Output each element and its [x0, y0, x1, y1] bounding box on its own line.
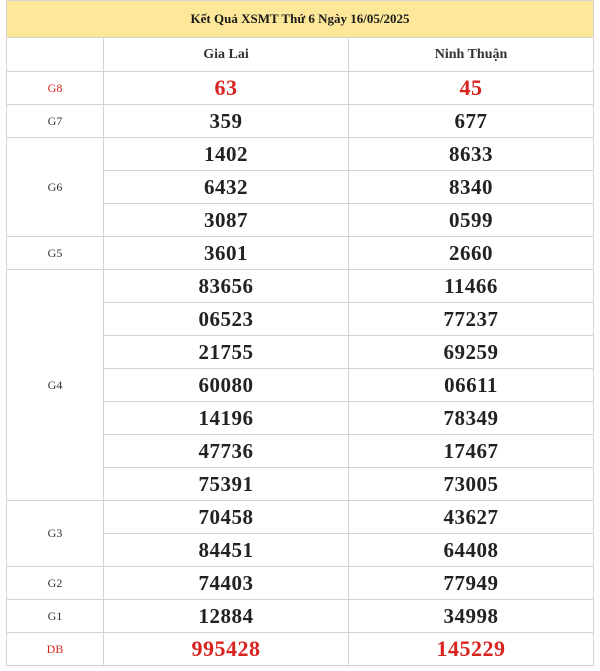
prize-number-gia-lai: 359: [104, 105, 349, 138]
prize-number-ninh-thuan: 45: [349, 72, 594, 105]
prize-row-g5: [7, 237, 594, 270]
prize-number-gia-lai: 83656: [104, 270, 349, 303]
prize-number-ninh-thuan: 8340: [349, 171, 594, 204]
prize-number-ninh-thuan: 06611: [349, 369, 594, 402]
prize-row-g7: [7, 105, 594, 138]
prize-label-g5: G5: [7, 237, 104, 270]
table-title: Kết Quả XSMT Thứ 6 Ngày 16/05/2025: [7, 1, 594, 38]
prize-number-gia-lai: 74403: [104, 567, 349, 600]
prize-number-ninh-thuan: 64408: [349, 534, 594, 567]
prize-row-db: [7, 633, 594, 666]
prize-row-g1: [7, 600, 594, 633]
prize-number-gia-lai: 84451: [104, 534, 349, 567]
prize-number-ninh-thuan: 73005: [349, 468, 594, 501]
prize-label-g7: G7: [7, 105, 104, 138]
prize-number-gia-lai: 47736: [104, 435, 349, 468]
prize-number-ninh-thuan: 34998: [349, 600, 594, 633]
prize-number-gia-lai: 70458: [104, 501, 349, 534]
prize-number-ninh-thuan: 77237: [349, 303, 594, 336]
prize-number-gia-lai: 3087: [104, 204, 349, 237]
lottery-results-container: [6, 0, 593, 666]
prize-label-g3: G3: [7, 501, 104, 567]
prize-label-g1: G1: [7, 600, 104, 633]
prize-row-g3: [7, 501, 594, 534]
prize-number-gia-lai: 3601: [104, 237, 349, 270]
prize-number-ninh-thuan: 69259: [349, 336, 594, 369]
prize-number-ninh-thuan: 677: [349, 105, 594, 138]
prize-number-ninh-thuan: 2660: [349, 237, 594, 270]
prize-number-ninh-thuan: 17467: [349, 435, 594, 468]
prize-number-ninh-thuan: 8633: [349, 138, 594, 171]
results-table: [6, 0, 594, 666]
prize-number-gia-lai: 14196: [104, 402, 349, 435]
prize-number-ninh-thuan: 0599: [349, 204, 594, 237]
prize-label-db: DB: [7, 633, 104, 666]
prize-row-g8: [7, 72, 594, 105]
prize-number-gia-lai: 75391: [104, 468, 349, 501]
prize-row-g2: [7, 567, 594, 600]
prize-label-g2: G2: [7, 567, 104, 600]
prize-label-g8: G8: [7, 72, 104, 105]
prize-number-gia-lai: 60080: [104, 369, 349, 402]
prize-number-gia-lai: 21755: [104, 336, 349, 369]
prize-row-g4: [7, 270, 594, 303]
results-body: [7, 72, 594, 666]
prize-number-gia-lai: 63: [104, 72, 349, 105]
prize-number-ninh-thuan: 77949: [349, 567, 594, 600]
prize-number-ninh-thuan: 11466: [349, 270, 594, 303]
prize-number-gia-lai: 995428: [104, 633, 349, 666]
prize-label-g6: G6: [7, 138, 104, 237]
prize-row-g6: [7, 138, 594, 171]
prize-number-ninh-thuan: 78349: [349, 402, 594, 435]
prize-column-header: [7, 38, 104, 72]
prize-label-g4: G4: [7, 270, 104, 501]
province-header-gia-lai: Gia Lai: [104, 38, 349, 72]
prize-number-gia-lai: 12884: [104, 600, 349, 633]
prize-number-ninh-thuan: 145229: [349, 633, 594, 666]
prize-number-gia-lai: 6432: [104, 171, 349, 204]
province-header-ninh-thuan: Ninh Thuận: [349, 38, 594, 72]
prize-number-gia-lai: 06523: [104, 303, 349, 336]
prize-number-ninh-thuan: 43627: [349, 501, 594, 534]
prize-number-gia-lai: 1402: [104, 138, 349, 171]
